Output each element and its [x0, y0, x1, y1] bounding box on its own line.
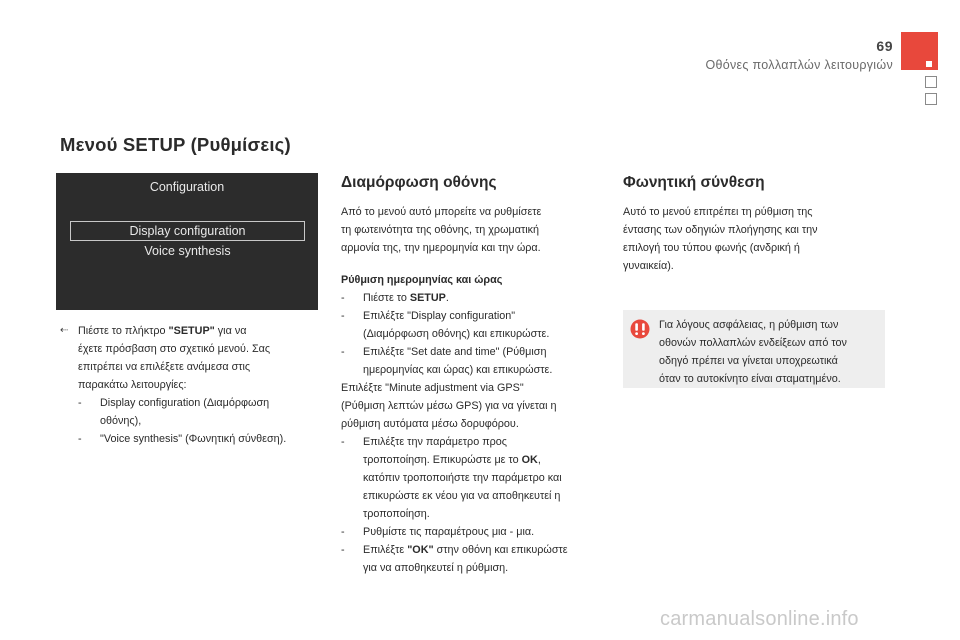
warning-text [659, 316, 881, 388]
step-text: τροποποίηση. Επικυρώστε με το [363, 454, 522, 466]
voice-synthesis-section [623, 173, 885, 275]
body-line: (Ρύθμιση λεπτών μέσω GPS) για να γίνεται η [341, 400, 557, 412]
chapter-tab [901, 32, 938, 70]
page-number: 69 [876, 38, 893, 54]
body-line: τη φωτεινότητα της οθόνης, τη χρωματική [341, 224, 540, 236]
dash-marker: - [78, 397, 82, 409]
body-line: Αυτό το μενού επιτρέπει τη ρύθμιση της [623, 206, 813, 218]
body-line: επιλογή του τύπου φωνής (ανδρική ή [623, 242, 800, 254]
watermark: carmanualsonline.info [660, 608, 859, 630]
step-text: Πιέστε το [363, 292, 410, 304]
step-text: ημερομηνίας και ώρας) και επικυρώστε. [363, 364, 553, 376]
step-text: κατόπιν τροποποιήστε την παράμετρο και [363, 472, 562, 484]
setup-intro-line: επιτρέπει να επιλέξετε ανάμεσα στις [78, 361, 251, 373]
ok-key-label: "OK" [407, 544, 434, 556]
screen-title: Configuration [149, 180, 225, 194]
warning-exclamation-icon [630, 319, 650, 339]
chapter-title: Οθόνες πολλαπλών λειτουργιών [705, 58, 893, 72]
warning-line: οδηγό πρέπει να γίνεται υποχρεωτικά [659, 355, 838, 367]
setup-intro-line: παρακάτω λειτουργίες: [78, 379, 187, 391]
step-text-end: στην οθόνη και επικυρώστε [433, 544, 568, 556]
dash-marker: - [341, 310, 345, 322]
step-item [341, 523, 603, 541]
voice-synthesis-heading: Φωνητική σύνθεση [623, 174, 765, 191]
list-item [60, 394, 322, 412]
warning-line: όταν το αυτοκίνητο είναι σταματημένο. [659, 373, 841, 385]
dash-marker: - [341, 526, 345, 538]
chapter-marker-square-2 [925, 93, 937, 105]
step-item [341, 343, 603, 361]
step-text: Ρυθμίστε τις παραμέτρους μια - μια. [363, 526, 535, 538]
setup-intro-text: Πιέστε το πλήκτρο [78, 325, 169, 337]
step-item [341, 289, 603, 307]
step-text: (Διαμόρφωση οθόνης) και επικυρώστε. [363, 328, 550, 340]
step-item [341, 307, 603, 325]
safety-warning-box [623, 310, 885, 388]
dash-marker: - [341, 292, 345, 304]
step-text: Επιλέξτε [363, 544, 408, 556]
body-line: Από το μενού αυτό μπορείτε να ρυθμίσετε [341, 206, 542, 218]
step-text: επικυρώστε εκ νέου για να αποθηκευτεί η [363, 490, 561, 502]
step-text [341, 451, 603, 469]
step-text-end: , [537, 454, 541, 466]
dash-marker: - [341, 436, 345, 448]
dash-marker: - [341, 544, 345, 556]
body-line: ρύθμιση αυτόματα μέσω δορυφόρου. [341, 418, 519, 430]
dash-marker: - [78, 433, 82, 445]
date-time-subheading: Ρύθμιση ημερομηνίας και ώρας [341, 274, 503, 286]
list-item [60, 430, 322, 448]
step-text: Επιλέξτε την παράμετρο προς [363, 436, 508, 448]
setup-intro-line: έχετε πρόσβαση στο σχετικό μενού. Σας [78, 343, 271, 355]
step-text: Επιλέξτε "Display configuration" [363, 310, 516, 322]
setup-intro [78, 322, 246, 340]
list-item-text: οθόνης), [100, 415, 142, 427]
warning-line: Για λόγους ασφάλειας, η ρύθμιση των [659, 319, 839, 331]
list-item-text: Display configuration (Διαμόρφωση [100, 397, 270, 409]
step-item [341, 433, 603, 451]
setup-instructions [60, 322, 322, 448]
ok-key-label: OK [521, 454, 538, 466]
chapter-marker-square-1 [925, 76, 937, 88]
step-text: τροποποίηση. [363, 508, 430, 520]
body-line: έντασης των οδηγιών πλοήγησης και την [623, 224, 818, 236]
screen-item-display-configuration[interactable]: Display configuration [70, 221, 305, 241]
section-title: Μενού SETUP (Ρυθμίσεις) [60, 134, 291, 155]
body-line: Επιλέξτε "Minute adjustment via GPS" [341, 382, 524, 394]
screen-item-voice-synthesis[interactable]: Voice synthesis [144, 244, 231, 258]
step-text: Επιλέξτε "Set date and time" (Ρύθμιση [363, 346, 547, 358]
body-line: αρμονία της, την ημερομηνία και την ώρα. [341, 242, 541, 254]
dash-marker: - [341, 346, 345, 358]
display-configuration-section [341, 173, 603, 577]
setup-intro-text-end: για να [214, 325, 247, 337]
arrow-bullet-icon: ⇠ [60, 325, 69, 336]
body-line: γυναικεία). [623, 260, 674, 272]
step-text-end: . [445, 292, 449, 304]
warning-line: οθονών πολλαπλών ενδείξεων από τον [659, 337, 847, 349]
display-configuration-heading: Διαμόρφωση οθόνης [341, 174, 497, 191]
tab-marker-square [926, 61, 932, 67]
step-item [341, 541, 603, 559]
configuration-screen [56, 173, 318, 310]
setup-key-label: "SETUP" [168, 325, 215, 337]
step-text: για να αποθηκευτεί η ρύθμιση. [363, 562, 509, 574]
setup-bullet [60, 322, 322, 340]
setup-key-label: SETUP [409, 292, 446, 304]
list-item-text: "Voice synthesis" (Φωνητική σύνθεση). [100, 433, 287, 445]
